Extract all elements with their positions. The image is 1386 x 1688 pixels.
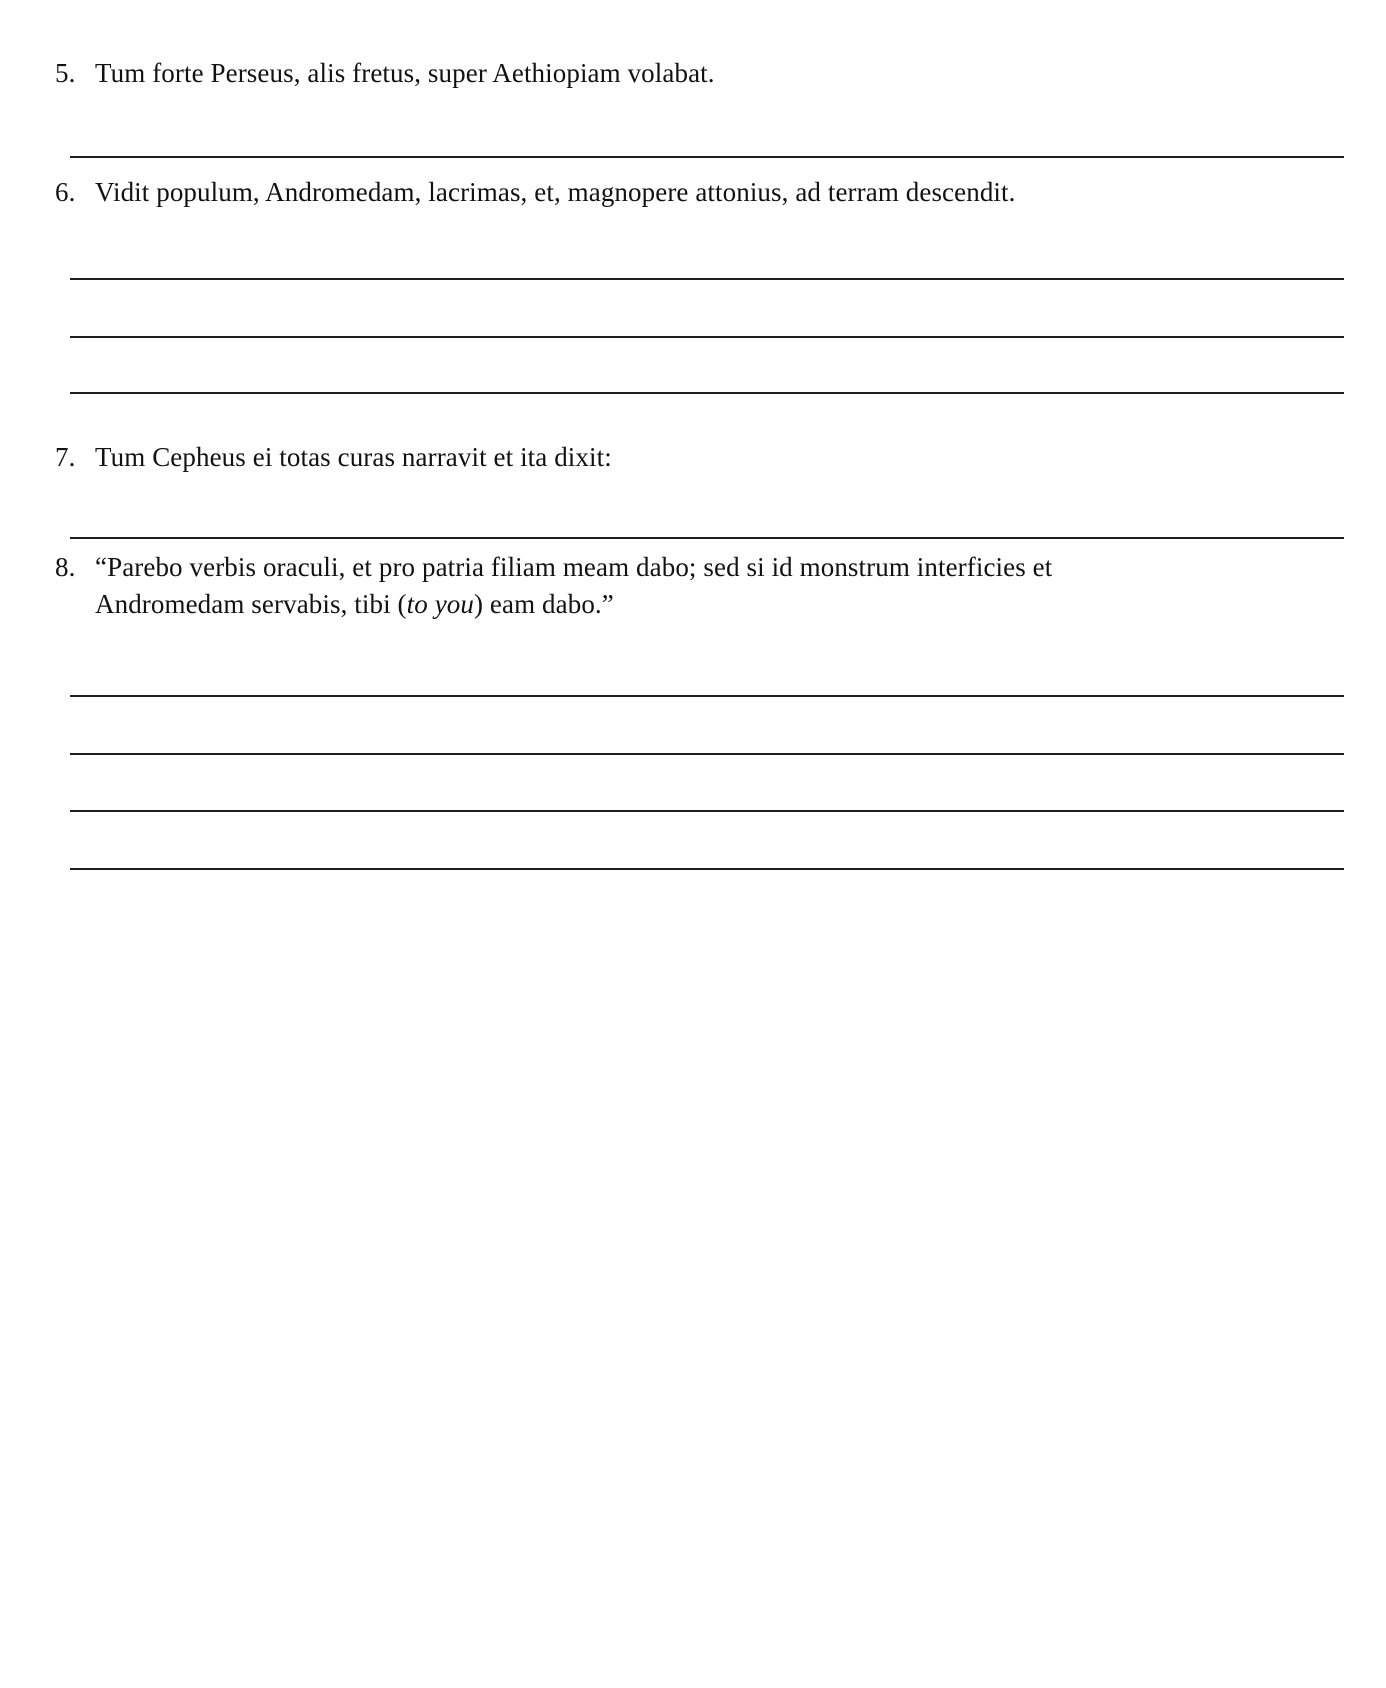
question-text-line1: “Parebo verbis oraculi, et pro patria filiam meam dabo; sed si id monstrum interficies et (95, 552, 1053, 582)
question-number: 7. (55, 442, 76, 472)
answer-blank-line (70, 753, 1344, 755)
answer-blank-line (70, 868, 1344, 870)
question-item-7 (55, 439, 1350, 476)
question-item-5 (55, 55, 1350, 92)
question-text-line2-after: ) eam dabo.” (473, 589, 614, 619)
question-number: 8. (55, 552, 76, 582)
question-number: 5. (55, 58, 76, 88)
answer-blank-line (70, 695, 1344, 697)
question-number: 6. (55, 177, 76, 207)
question-text (95, 549, 1347, 623)
answer-blank-line (70, 537, 1344, 539)
question-text-line2-before: Andromedam servabis, tibi ( (95, 589, 407, 619)
answer-blank-line (70, 156, 1344, 158)
question-text: Tum Cepheus ei totas curas narravit et ita dixit: (95, 442, 612, 472)
question-item-8 (55, 549, 1350, 623)
answer-blank-line (70, 278, 1344, 280)
question-text: Tum forte Perseus, alis fretus, super Aethiopiam volabat. (95, 58, 715, 88)
answer-blank-line (70, 336, 1344, 338)
answer-blank-line (70, 392, 1344, 394)
question-text: Vidit populum, Andromedam, lacrimas, et, magnopere attonius, ad terram descendit. (95, 177, 1016, 207)
question-text-italic-gloss: to you (406, 589, 474, 619)
question-item-6 (55, 174, 1350, 211)
answer-blank-line (70, 810, 1344, 812)
